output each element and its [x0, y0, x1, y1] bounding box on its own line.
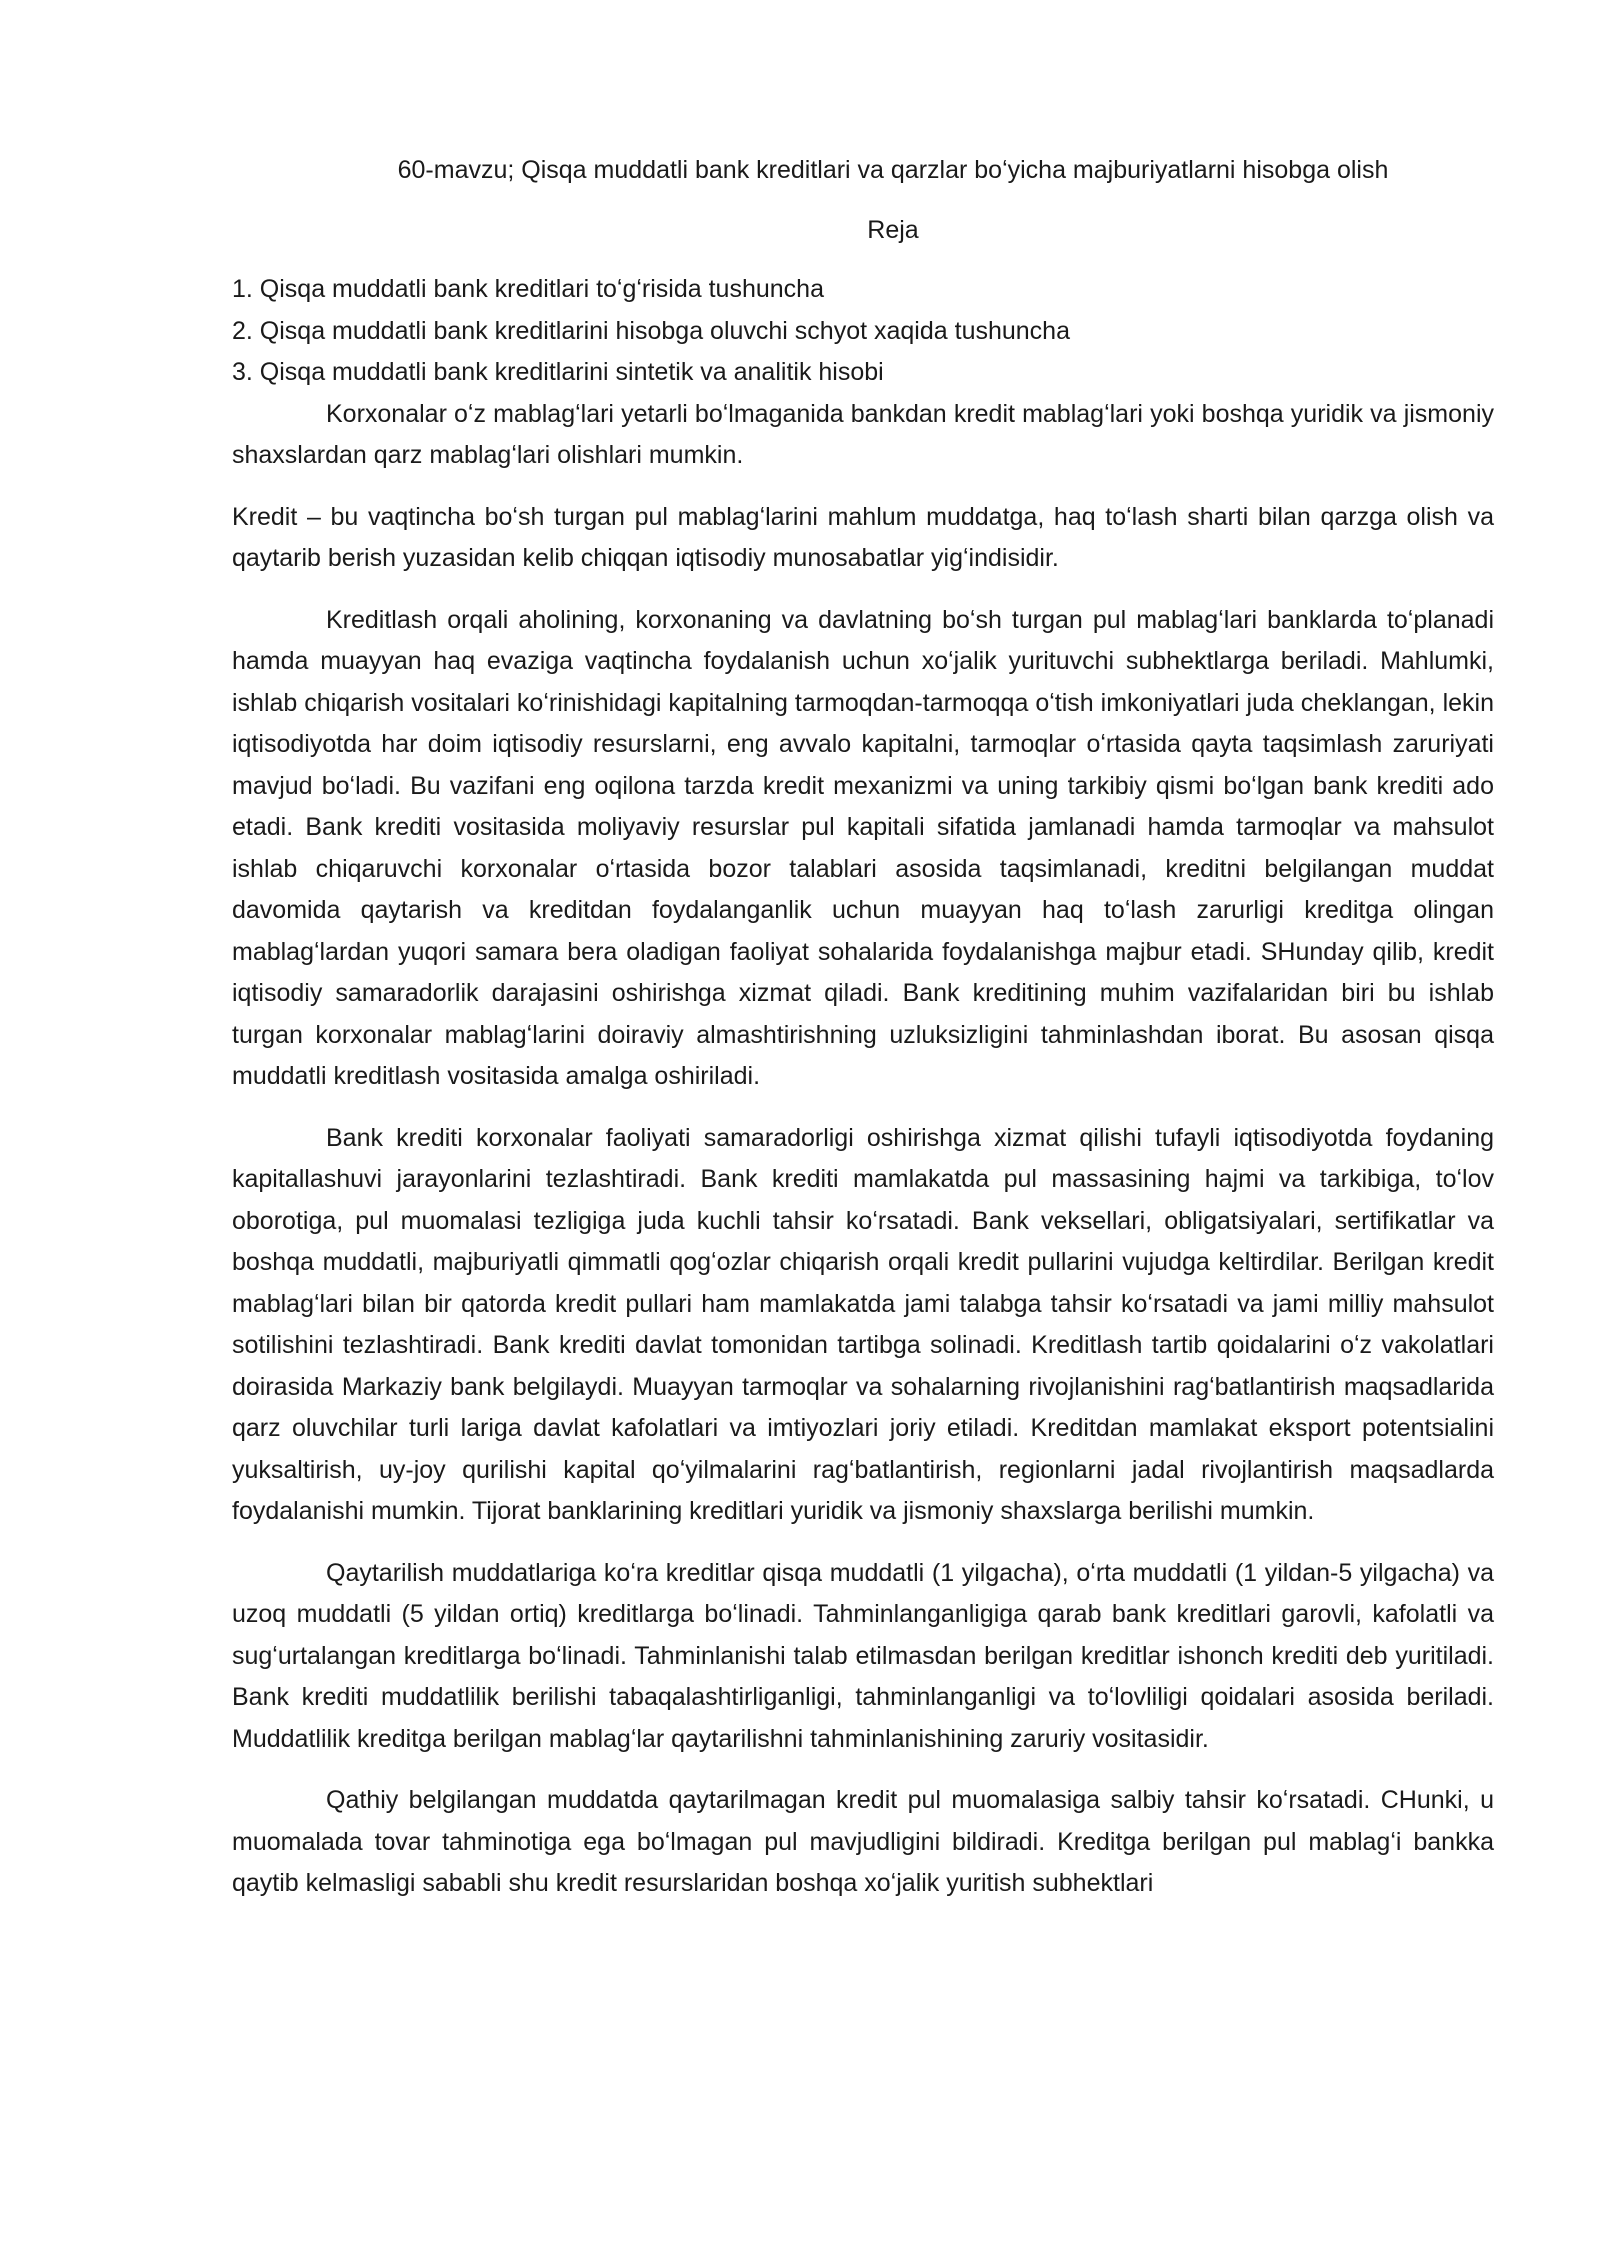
plan-list: [232, 269, 1494, 394]
paragraph: Bank krediti korxonalar faoliyati samaradorligi oshirishga xizmat qilishi tufayli iqtisodiyotda foydaning kapitallashuvi jarayonlarini tezlashtiradi. Bank krediti mamlakatda pul massasining hajmi va tarkibiga, toʻlov oborotiga, pul muomalasi tezligiga juda kuchli tahsir koʻrsatadi. Bank veksellari, obligatsiyalari, sertifikatlar va boshqa muddatli, majburiyatli qimmatli qogʻozlar chiqarish orqali kredit pullarini vujudga keltirdilar. Berilgan kredit mablagʻlari bilan bir qatorda kredit pullari ham mamlakatda jami talabga tahsir koʻrsatadi va jami milliy mahsulot sotilishini tezlashtiradi. Bank krediti davlat tomonidan tartibga solinadi. Kreditlash tartib qoidalarini oʻz vakolatlari doirasida Markaziy bank belgilaydi. Muayyan tarmoqlar va sohalarning rivojlanishini ragʻbatlantirish maqsadlarida qarz oluvchilar turli lariga davlat kafolatlari va imtiyozlari joriy etiladi. Kreditdan mamlakat eksport potentsialini yuksaltirish, uy-joy qurilishi kapital qoʻyilmalarini ragʻbatlantirish, regionlarni jadal rivojlantirish maqsadlarda foydalanishi mumkin. Tijorat banklarining kreditlari yuridik va jismoniy shaxslarga berilishi mumkin.: [232, 1123, 1494, 1525]
plan-item: 3. Qisqa muddatli bank kreditlarini sintetik va analitik hisobi: [232, 358, 884, 386]
paragraph: Kreditlash orqali aholining, korxonaning va davlatning boʻsh turgan pul mablagʻlari banklarda toʻplanadi hamda muayyan haq evaziga vaqtincha foydalanish uchun xoʻjalik yurituvchi subhektlarga beriladi. Mahlumki, ishlab chiqarish vositalari koʻrinishidagi kapitalning tarmoqdan-tarmoqqa oʻtish imkoniyatlari juda cheklangan, lekin iqtisodiyotda har doim iqtisodiy resurslarni, eng avvalo kapitalni, tarmoqlar oʻrtasida qayta taqsimlash zaruriyati mavjud boʻladi. Bu vazifani eng oqilona tarzda kredit mexanizmi va uning tarkibiy qismi boʻlgan bank krediti ado etadi. Bank krediti vositasida moliyaviy resurslar pul kapitali sifatida jamlanadi hamda tarmoqlar va mahsulot ishlab chiqaruvchi korxonalar oʻrtasida bozor talablari asosida taqsimlanadi, kreditni belgilangan muddat davomida qaytarish va kreditdan foydalanganlik uchun muayyan haq toʻlash zarurligi kreditga olingan mablagʻlardan yuqori samara bera oladigan faoliyat sohalarida foydalanishga majbur etadi. SHunday qilib, kredit iqtisodiy samaradorlik darajasini oshirishga xizmat qiladi. Bank kreditining muhim vazifalaridan biri bu ishlab turgan korxonalar mablagʻlarini doiraviy almashtirishning uzluksizligini tahminlashdan iborat. Bu asosan qisqa muddatli kreditlash vositasida amalga oshiriladi.: [232, 605, 1494, 1090]
paragraph: Kredit – bu vaqtincha boʻsh turgan pul mablagʻlarini mahlum muddatga, haq toʻlash sharti bilan qarzga olish va qaytarib berish yuzasidan kelib chiqqan iqtisodiy munosabatlar yigʻindisidir.: [232, 502, 1494, 572]
document-body: [232, 150, 1494, 1925]
paragraph: Korxonalar oʻz mablagʻlari yetarli boʻlmaganida bankdan kredit mablagʻlari yoki boshqa yuridik va jismoniy shaxslardan qarz mablagʻlari olishlari mumkin.: [232, 399, 1494, 469]
plan-heading: Reja: [867, 215, 919, 244]
paragraph: Qathiy belgilangan muddatda qaytarilmagan kredit pul muomalasiga salbiy tahsir koʻrsatadi. CHunki, u muomalada tovar tahminotiga ega boʻlmagan pul mavjudligini bildiradi. Kreditga berilgan pul mablagʻi bankka qaytib kelmasligi sababli shu kredit resurslaridan boshqa xoʻjalik yuritish subhektlari: [232, 1786, 1494, 1897]
plan-item: 1. Qisqa muddatli bank kreditlari toʻgʻrisida tushuncha: [232, 275, 824, 303]
plan-item: 2. Qisqa muddatli bank kreditlarini hisobga oluvchi schyot xaqida tushuncha: [232, 316, 1070, 345]
document-title: 60-mavzu; Qisqa muddatli bank kreditlari va qarzlar boʻyicha majburiyatlarni hisobga olish: [397, 156, 1389, 184]
paragraph: Qaytarilish muddatlariga koʻra kreditlar qisqa muddatli (1 yilgacha), oʻrta muddatli (1 yildan-5 yilgacha) va uzoq muddatli (5 yildan ortiq) kreditlarga boʻlinadi. Tahminlanganligiga qarab bank kreditlari garovli, kafolatli va sugʻurtalangan kreditlarga boʻlinadi. Tahminlanishi talab etilmasdan berilgan kreditlar ishonch krediti deb yuritiladi. Bank krediti muddatlilik berilishi tabaqalashtirliganligi, tahminlanganligi va toʻlovliligi qoidalari asosida beriladi. Muddatlilik kreditga berilgan mablagʻlar qaytarilishni tahminlanishining zaruriy vositasidir.: [232, 1558, 1494, 1753]
